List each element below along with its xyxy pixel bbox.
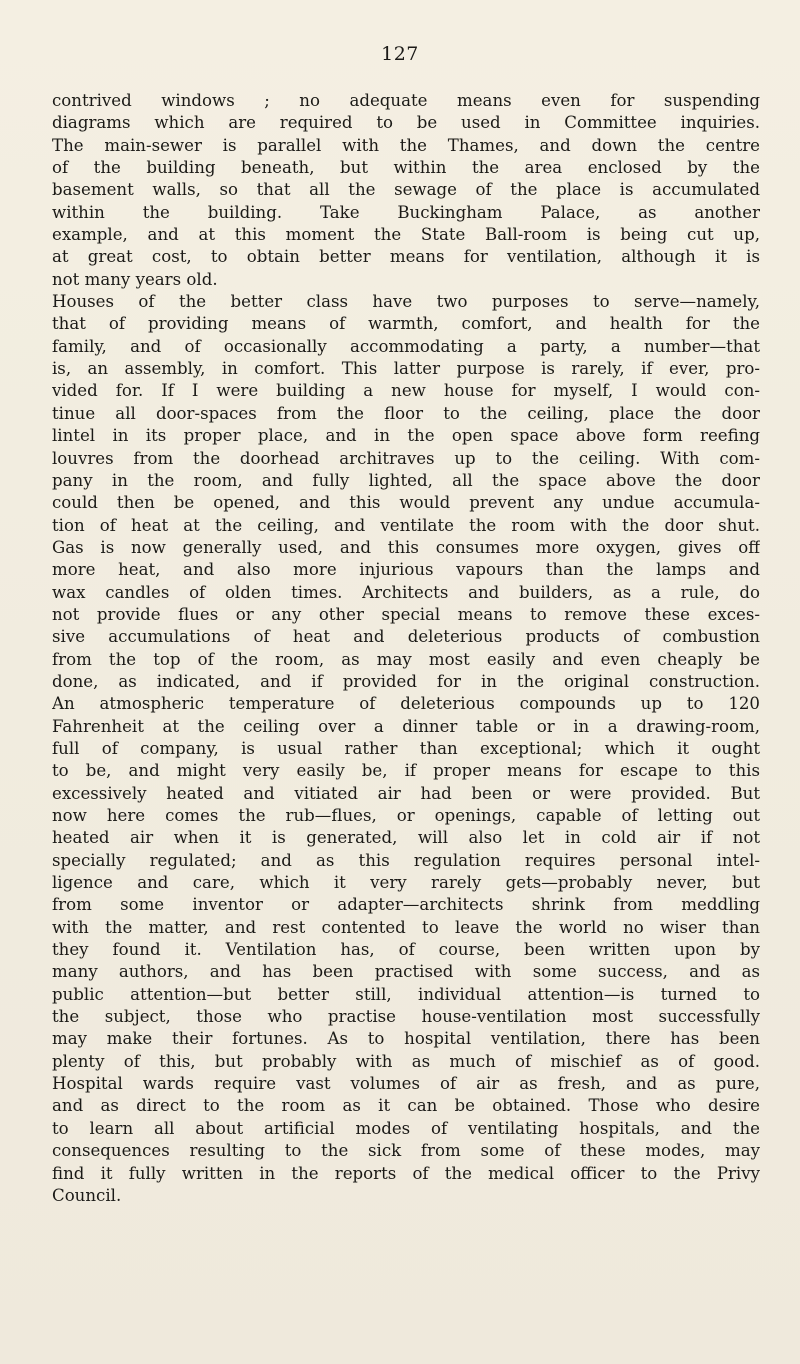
text-line: with the matter, and rest contented to leave the world no wiser than: [52, 917, 760, 937]
text-line: more heat, and also more injurious vapours than the lamps and: [52, 560, 760, 580]
text-line: ligence and care, which it very rarely gets—probably never, but: [52, 873, 760, 893]
text-line: excessively heated and vitiated air had been or were provided. But: [52, 783, 760, 803]
text-line: An atmospheric temperature of deleterious compounds up to 120: [52, 694, 760, 714]
text-line: Hospital wards require vast volumes of air as fresh, and as pure,: [52, 1074, 760, 1094]
text-line: within the building. Take Buckingham Palace, as another: [52, 202, 760, 222]
text-line: of the building beneath, but within the area enclosed by the: [52, 158, 760, 178]
paragraph: [52, 90, 760, 291]
text-line: heated air when it is generated, will also let in cold air if not: [52, 828, 760, 848]
text-line: Gas is now generally used, and this consumes more oxygen, gives off: [52, 537, 760, 557]
text-line: Council.: [52, 1185, 122, 1205]
text-line: full of company, is usual rather than exceptional; which it ought: [52, 738, 760, 758]
body-text: [52, 90, 760, 1207]
text-line: done, as indicated, and if provided for in the original construction.: [52, 671, 760, 691]
text-line: louvres from the doorhead architraves up to the ceiling. With com-: [52, 448, 760, 468]
text-line: public attention—but better still, individual attention—is turned to: [52, 984, 760, 1004]
text-line: is, an assembly, in comfort. This latter purpose is rarely, if ever, pro-: [52, 359, 760, 379]
text-line: The main-sewer is parallel with the Thames, and down the centre: [52, 135, 760, 155]
text-line: many authors, and has been practised with some success, and as: [52, 962, 760, 982]
text-line: from the top of the room, as may most easily and even cheaply be: [52, 649, 760, 669]
text-line: Fahrenheit at the ceiling over a dinner table or in a drawing-room,: [52, 716, 760, 736]
text-line: now here comes the rub—flues, or openings, capable of letting out: [52, 806, 760, 825]
text-line: from some inventor or adapter—architects shrink from meddling: [52, 895, 760, 915]
text-line: tinue all door-spaces from the floor to the ceiling, place the door: [52, 403, 760, 423]
text-line: find it fully written in the reports of the medical officer to the Privy: [52, 1163, 760, 1183]
text-line: they found it. Ventilation has, of course, been written upon by: [52, 940, 760, 960]
text-line: Houses of the better class have two purposes to serve—namely,: [52, 292, 760, 312]
text-line: not provide flues or any other special means to remove these exces-: [52, 604, 760, 624]
text-line: at great cost, to obtain better means for ventilation, although it is: [52, 247, 760, 267]
text-line: to be, and might very easily be, if proper means for escape to this: [52, 761, 760, 781]
text-line: not many years old.: [52, 269, 218, 289]
paragraph: [52, 291, 760, 1207]
text-line: vided for. If I were building a new house for myself, I would con-: [52, 381, 760, 401]
text-line: that of providing means of warmth, comfort, and health for the: [52, 314, 760, 334]
text-line: family, and of occasionally accommodating a party, a number—that: [52, 336, 760, 356]
text-line: could then be opened, and this would prevent any undue accumula-: [52, 493, 760, 513]
text-line: specially regulated; and as this regulation requires personal intel-: [52, 850, 760, 870]
text-line: sive accumulations of heat and deleterious products of combustion: [52, 627, 760, 647]
text-line: tion of heat at the ceiling, and ventilate the room with the door shut.: [52, 515, 760, 535]
text-line: contrived windows ; no adequate means even for suspending: [52, 91, 760, 110]
text-line: example, and at this moment the State Ball-room is being cut up,: [52, 225, 760, 245]
text-line: may make their fortunes. As to hospital ventilation, there has been: [52, 1029, 760, 1049]
text-line: and as direct to the room as it can be obtained. Those who desire: [52, 1096, 760, 1116]
text-line: lintel in its proper place, and in the open space above form reefing: [52, 426, 760, 446]
text-line: wax candles of olden times. Architects and builders, as a rule, do: [52, 582, 760, 602]
text-line: to learn all about artificial modes of ventilating hospitals, and the: [52, 1118, 760, 1138]
text-line: consequences resulting to the sick from some of these modes, may: [52, 1141, 760, 1161]
text-line: plenty of this, but probably with as much of mischief as of good.: [52, 1051, 760, 1071]
text-line: basement walls, so that all the sewage of the place is accumulated: [52, 180, 760, 200]
text-line: the subject, those who practise house-ventilation most successfully: [52, 1007, 760, 1027]
text-line: diagrams which are required to be used in Committee inquiries.: [52, 113, 760, 133]
text-line: pany in the room, and fully lighted, all the space above the door: [52, 470, 760, 490]
page-number: 127: [381, 43, 419, 65]
